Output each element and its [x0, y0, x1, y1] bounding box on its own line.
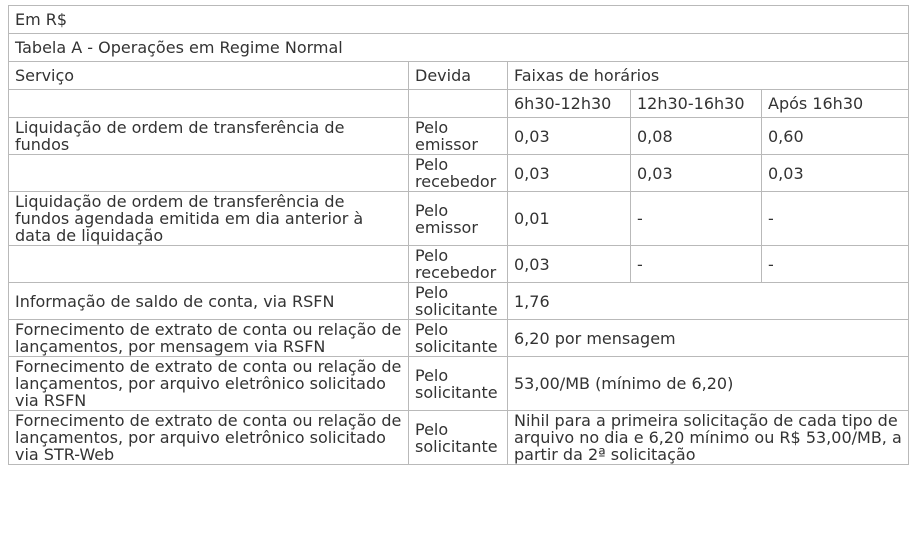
service-cell: Fornecimento de extrato de conta ou relação de lançamentos, por mensagem via RSFN — [9, 320, 409, 357]
value-cell: 0,03 — [631, 155, 762, 192]
value-cell: 0,03 — [508, 155, 631, 192]
value-cell: 0,60 — [762, 118, 909, 155]
devida-cell: Pelo recebedor — [409, 155, 508, 192]
value-cell: 1,76 — [508, 283, 909, 320]
value-cell: - — [762, 192, 909, 246]
value-cell: Nihil para a primeira solicitação de cada tipo de arquivo no dia e 6,20 mínimo ou R$ 53,00/MB, a partir da 2ª solicitação — [508, 411, 909, 465]
value-cell: 0,03 — [508, 118, 631, 155]
value-cell: - — [762, 246, 909, 283]
devida-cell: Pelo emissor — [409, 118, 508, 155]
value-cell: - — [631, 192, 762, 246]
devida-cell: Pelo solicitante — [409, 411, 508, 465]
service-cell — [9, 246, 409, 283]
header-period-1: 6h30-12h30 — [508, 90, 631, 118]
service-cell: Fornecimento de extrato de conta ou relação de lançamentos, por arquivo eletrônico solicitado via RSFN — [9, 357, 409, 411]
header-period-2: 12h30-16h30 — [631, 90, 762, 118]
service-cell: Liquidação de ordem de transferência de fundos agendada emitida em dia anterior à data de liquidação — [9, 192, 409, 246]
service-cell: Fornecimento de extrato de conta ou relação de lançamentos, por arquivo eletrônico solicitado via STR-Web — [9, 411, 409, 465]
service-cell: Informação de saldo de conta, via RSFN — [9, 283, 409, 320]
service-cell: Liquidação de ordem de transferência de fundos — [9, 118, 409, 155]
value-cell: 0,01 — [508, 192, 631, 246]
value-cell: 53,00/MB (mínimo de 6,20) — [508, 357, 909, 411]
table-row — [9, 411, 909, 465]
devida-cell: Pelo solicitante — [409, 283, 508, 320]
table-row — [9, 155, 909, 192]
header-devida: Devida — [409, 62, 508, 90]
header-row — [9, 62, 909, 90]
devida-cell: Pelo solicitante — [409, 320, 508, 357]
value-cell: 0,03 — [508, 246, 631, 283]
currency-caption: Em R$ — [9, 6, 909, 34]
value-cell: - — [631, 246, 762, 283]
empty-cell — [9, 90, 409, 118]
empty-cell — [409, 90, 508, 118]
table-row — [9, 320, 909, 357]
value-cell: 6,20 por mensagem — [508, 320, 909, 357]
devida-cell: Pelo emissor — [409, 192, 508, 246]
table-row — [9, 357, 909, 411]
devida-cell: Pelo recebedor — [409, 246, 508, 283]
header-period-3: Após 16h30 — [762, 90, 909, 118]
table-row — [9, 118, 909, 155]
value-cell: 0,08 — [631, 118, 762, 155]
header-faixas: Faixas de horários — [508, 62, 909, 90]
header-servico: Serviço — [9, 62, 409, 90]
caption-row — [9, 6, 909, 34]
table-row — [9, 192, 909, 246]
service-cell — [9, 155, 409, 192]
title-row — [9, 34, 909, 62]
table-title: Tabela A - Operações em Regime Normal — [9, 34, 909, 62]
period-header-row — [9, 90, 909, 118]
table-row — [9, 246, 909, 283]
table-row — [9, 283, 909, 320]
fees-table — [8, 5, 909, 465]
value-cell: 0,03 — [762, 155, 909, 192]
devida-cell: Pelo solicitante — [409, 357, 508, 411]
